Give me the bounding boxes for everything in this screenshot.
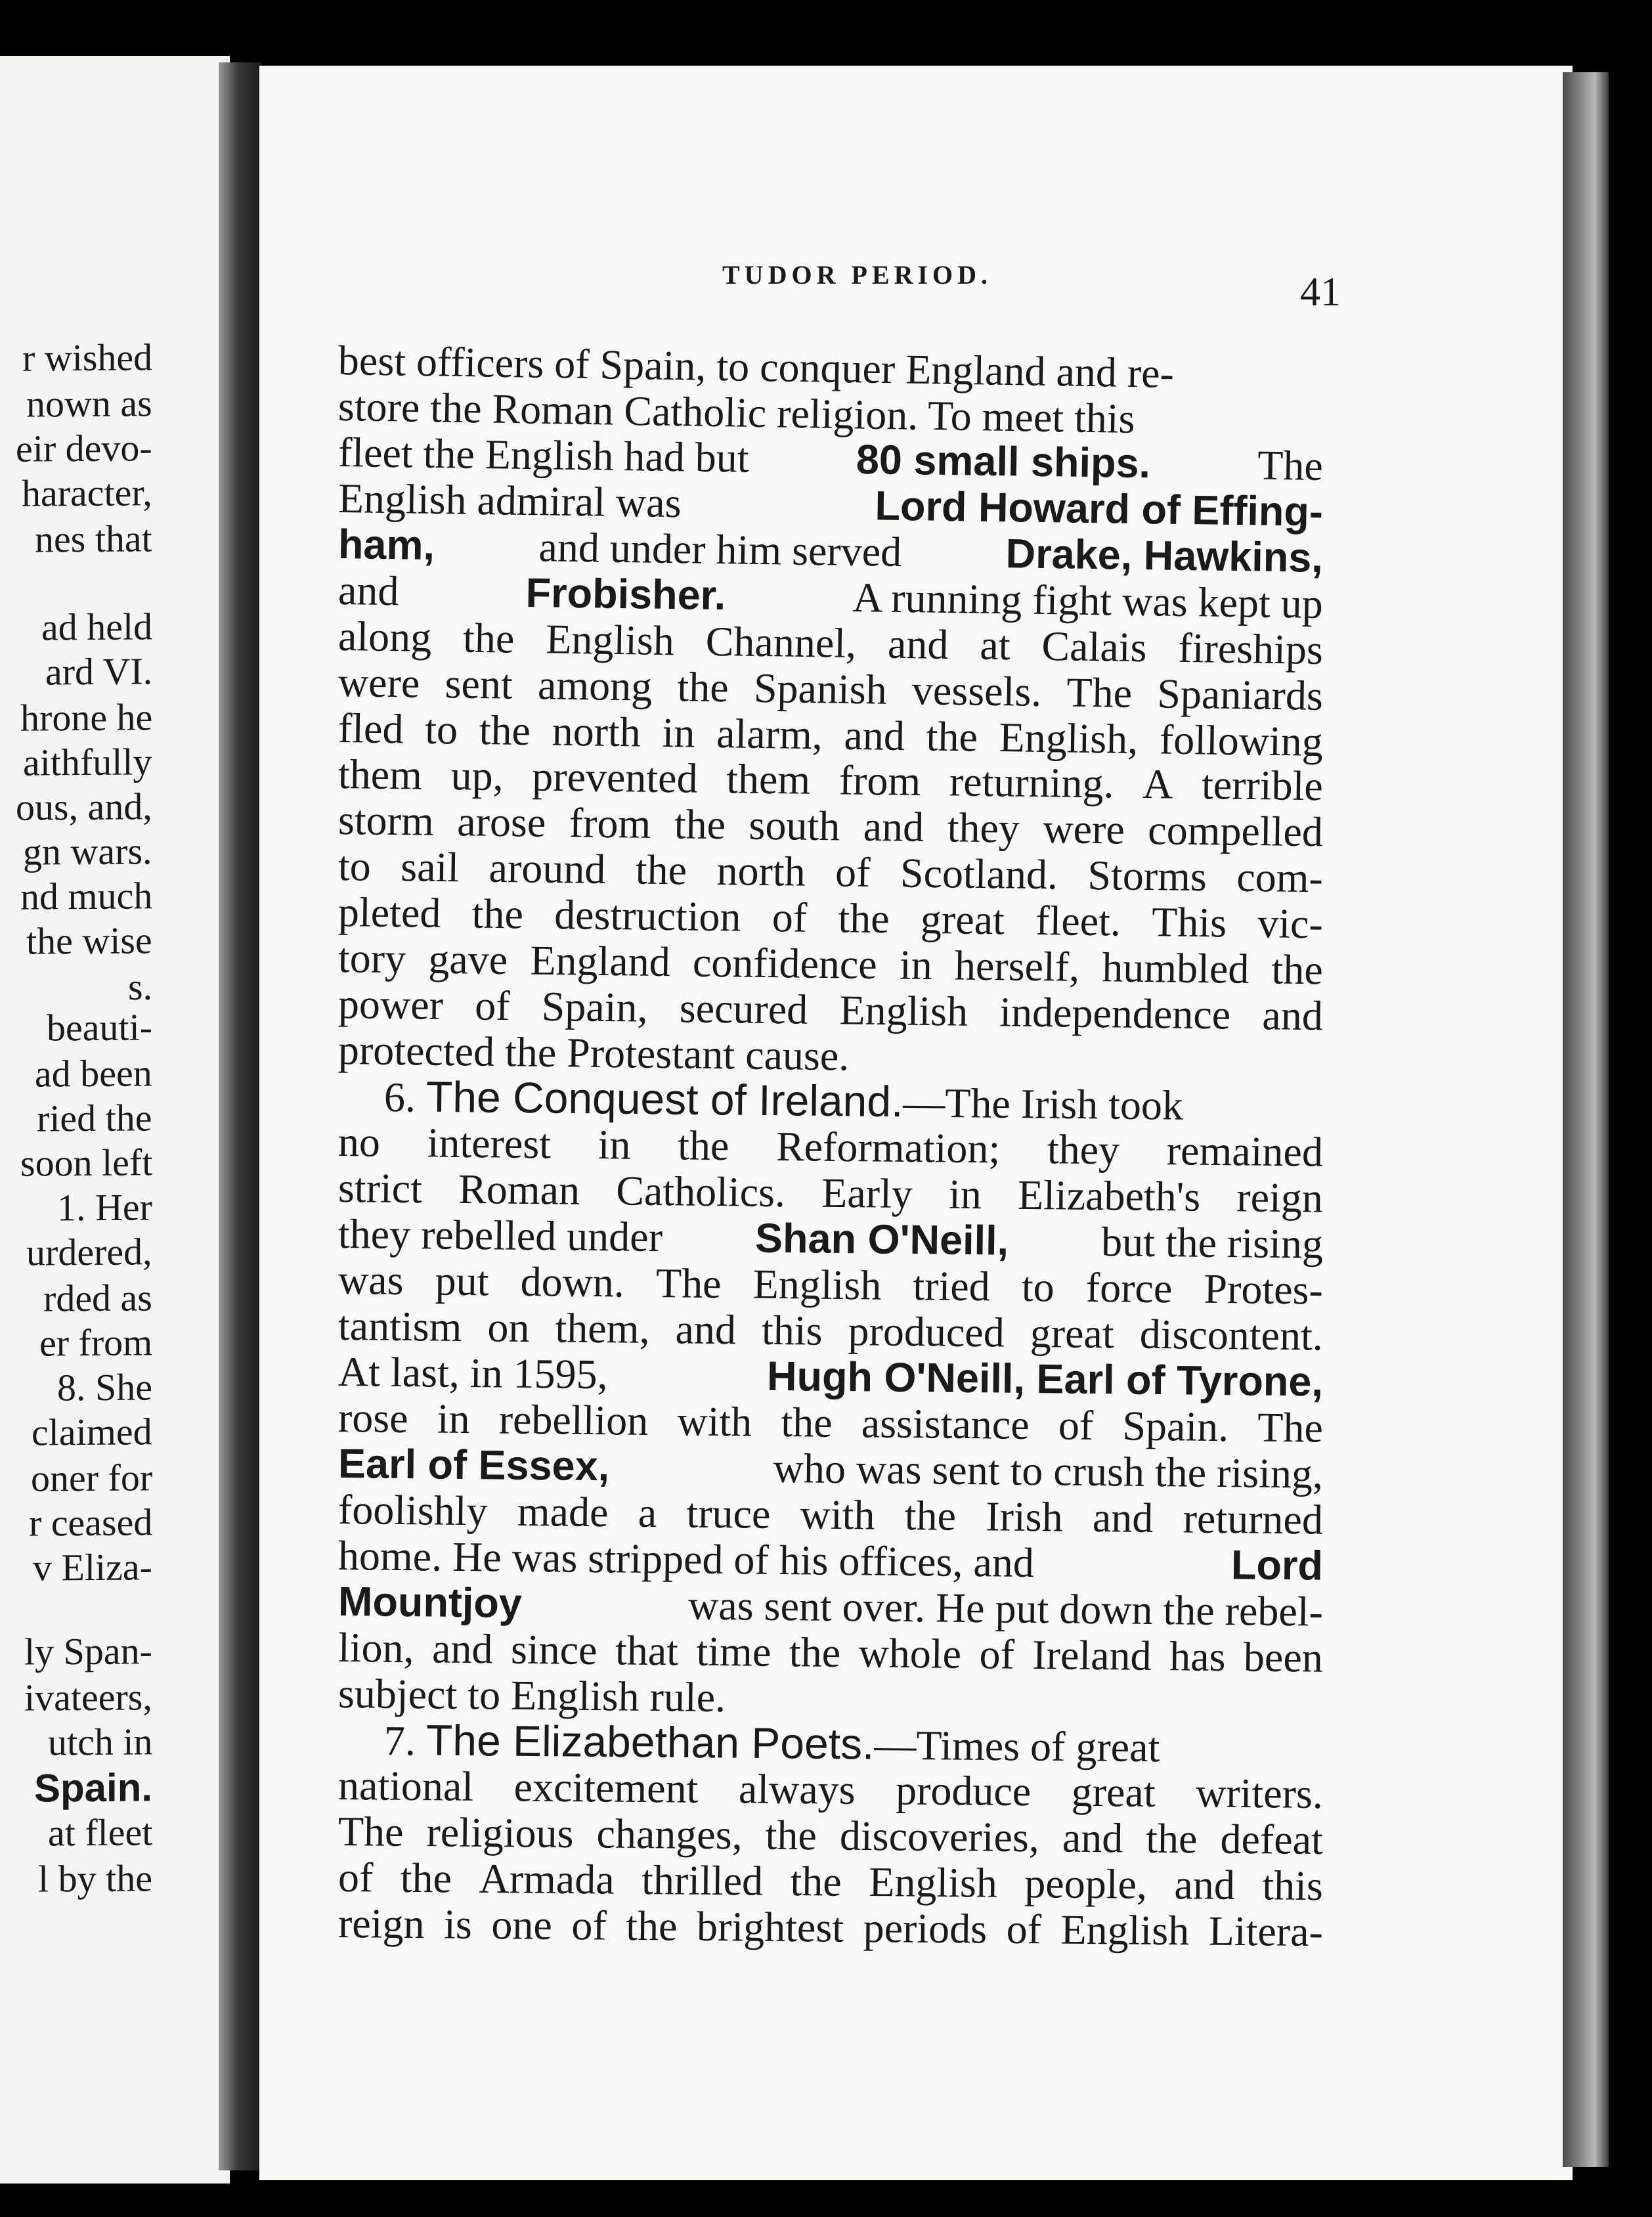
facing-page-line: hrone he xyxy=(20,695,152,739)
bold-term: Frobisher. xyxy=(525,569,726,619)
facing-page-line: soon left xyxy=(20,1141,152,1185)
section-number: 6. xyxy=(383,1074,416,1121)
text-line: reign is one of the brightest periods of English Litera- xyxy=(337,1900,1324,1956)
text-line: of the Armada thrilled the English people, and this xyxy=(337,1854,1324,1910)
text-line: store the Roman Catholic religion. To meet this xyxy=(337,383,1136,443)
text-line: rose in rebellion with the assistance of Spain. The xyxy=(337,1394,1324,1451)
bold-term: 80 small ships. xyxy=(856,437,1151,487)
text-line: was put down. The English tried to force Protes- xyxy=(337,1256,1324,1313)
text-line: power of Spain, secured English independence and xyxy=(337,980,1324,1040)
text-line: subject to English rule. xyxy=(337,1670,726,1721)
bold-term: Lord xyxy=(1230,1542,1324,1589)
facing-page-line: nes that xyxy=(35,517,152,561)
facing-page-line: aithfully xyxy=(23,740,152,784)
text-line: and Frobisher. A running fight was kept up xyxy=(337,567,1324,627)
section-heading: The Conquest of Ireland. xyxy=(425,1072,903,1126)
text-line: no interest in the Reformation; they remained xyxy=(337,1118,1324,1175)
text-line: home. He was stripped of his offices, and Lord xyxy=(337,1532,1324,1589)
facing-page-line: nown as xyxy=(26,382,152,426)
text-line: At last, in 1595, Hugh O'Neill, Earl of Tyrone, xyxy=(337,1348,1324,1405)
facing-page-line: ivateers, xyxy=(24,1675,152,1719)
bold-term: Hugh O'Neill, Earl of Tyrone, xyxy=(766,1353,1324,1405)
facing-page-line: ly Span- xyxy=(24,1629,152,1673)
bold-term: Lord Howard of Effing- xyxy=(875,483,1324,535)
text-line: tantism on them, and this produced great discontent. xyxy=(337,1302,1324,1359)
facing-page-line: r ceased xyxy=(28,1501,152,1545)
section-heading-line: 6. The Conquest of Ireland.—The Irish took xyxy=(383,1072,1184,1129)
text-line: to sail around the north of Scotland. Storms com- xyxy=(337,843,1324,902)
bold-term: Mountjoy xyxy=(337,1579,523,1627)
text-line: national excitement always produce great writers. xyxy=(337,1762,1324,1818)
section-number: 7. xyxy=(383,1717,416,1765)
text-line: along the English Channel, and at Calais fireships xyxy=(337,613,1324,673)
facing-page-line: claimed xyxy=(32,1410,152,1454)
text-line: best officers of Spain, to conquer England and re- xyxy=(337,337,1175,397)
bold-term: ham, xyxy=(337,521,435,569)
facing-page-line: l by the xyxy=(38,1856,152,1900)
facing-page-line: r wished xyxy=(22,336,152,380)
text-line: pleted the destruction of the great fleet. This vic- xyxy=(337,889,1324,948)
text-line: strict Roman Catholics. Early in Elizabeth's reign xyxy=(337,1164,1324,1221)
text-line: English admiral was Lord Howard of Effing- xyxy=(337,475,1324,535)
facing-page-line: ard VI. xyxy=(45,649,152,693)
facing-page-line: haracter, xyxy=(22,471,152,515)
facing-page-line: the wise xyxy=(26,919,152,963)
facing-page-line: utch in xyxy=(47,1720,152,1764)
facing-page-line: oner for xyxy=(30,1456,152,1500)
text-line: them up, prevented them from returning. A terrible xyxy=(337,751,1324,810)
bold-term: Drake, Hawkins, xyxy=(1005,531,1324,581)
text-line: they rebelled under Shan O'Neill, but the rising xyxy=(337,1210,1324,1267)
facing-page-line: 1. Her xyxy=(57,1185,152,1229)
bold-term: Shan O'Neill, xyxy=(754,1215,1009,1264)
facing-page-line: urdered, xyxy=(26,1230,152,1274)
facing-page-line: eir devo- xyxy=(16,426,152,470)
facing-page-line: s. xyxy=(127,965,152,1009)
facing-page-line: 8. She xyxy=(57,1365,152,1409)
page-edge xyxy=(1563,72,1609,2167)
text-line: Earl of Essex, who was sent to crush the rising, xyxy=(337,1441,1324,1497)
facing-page-line: rded as xyxy=(43,1276,152,1320)
text-line: lion, and since that time the whole of Ireland has been xyxy=(337,1624,1324,1681)
facing-page-line: v Eliza- xyxy=(33,1545,152,1589)
text-line: The religious changes, the discoveries, and the defeat xyxy=(337,1808,1324,1864)
facing-page-line: Spain. xyxy=(33,1765,152,1811)
facing-page-line: ad held xyxy=(41,605,152,649)
text-line: tory gave England confidence in herself, humbled the xyxy=(337,934,1324,994)
facing-page-line: ous, and, xyxy=(16,785,152,829)
text-line: fleet the English had but 80 small ships. The xyxy=(337,429,1324,489)
running-header: TUDOR PERIOD. xyxy=(722,260,993,290)
facing-page-line: ried the xyxy=(37,1096,152,1140)
page-number: 41 xyxy=(1300,270,1341,315)
facing-page-line: at fleet xyxy=(47,1811,152,1855)
text-line: protected the Protestant cause. xyxy=(337,1026,850,1080)
facing-page-line: er from xyxy=(39,1321,152,1365)
book-gutter xyxy=(219,62,261,2170)
bold-term: Earl of Essex, xyxy=(337,1441,610,1490)
text-line: ham, and under him served Drake, Hawkins, xyxy=(337,521,1324,581)
section-heading-line: 7. The Elizabethan Poets.—Times of great xyxy=(383,1715,1160,1771)
facing-page-fragment xyxy=(0,56,230,2184)
section-heading: The Elizabethan Poets. xyxy=(425,1715,875,1768)
facing-page-line: gn wars. xyxy=(23,829,152,873)
text-line: were sent among the Spanish vessels. The Spaniards xyxy=(337,659,1324,719)
text-line: Mountjoy was sent over. He put down the rebel- xyxy=(337,1579,1324,1635)
text-line: fled to the north in alarm, and the English, following xyxy=(337,705,1324,765)
facing-page-line: nd much xyxy=(20,874,152,918)
text-line: foolishly made a truce with the Irish and returned xyxy=(337,1486,1324,1543)
facing-page-line: beauti- xyxy=(46,1005,152,1049)
text-line: storm arose from the south and they were compelled xyxy=(337,797,1324,856)
facing-page-line: ad been xyxy=(35,1051,152,1095)
